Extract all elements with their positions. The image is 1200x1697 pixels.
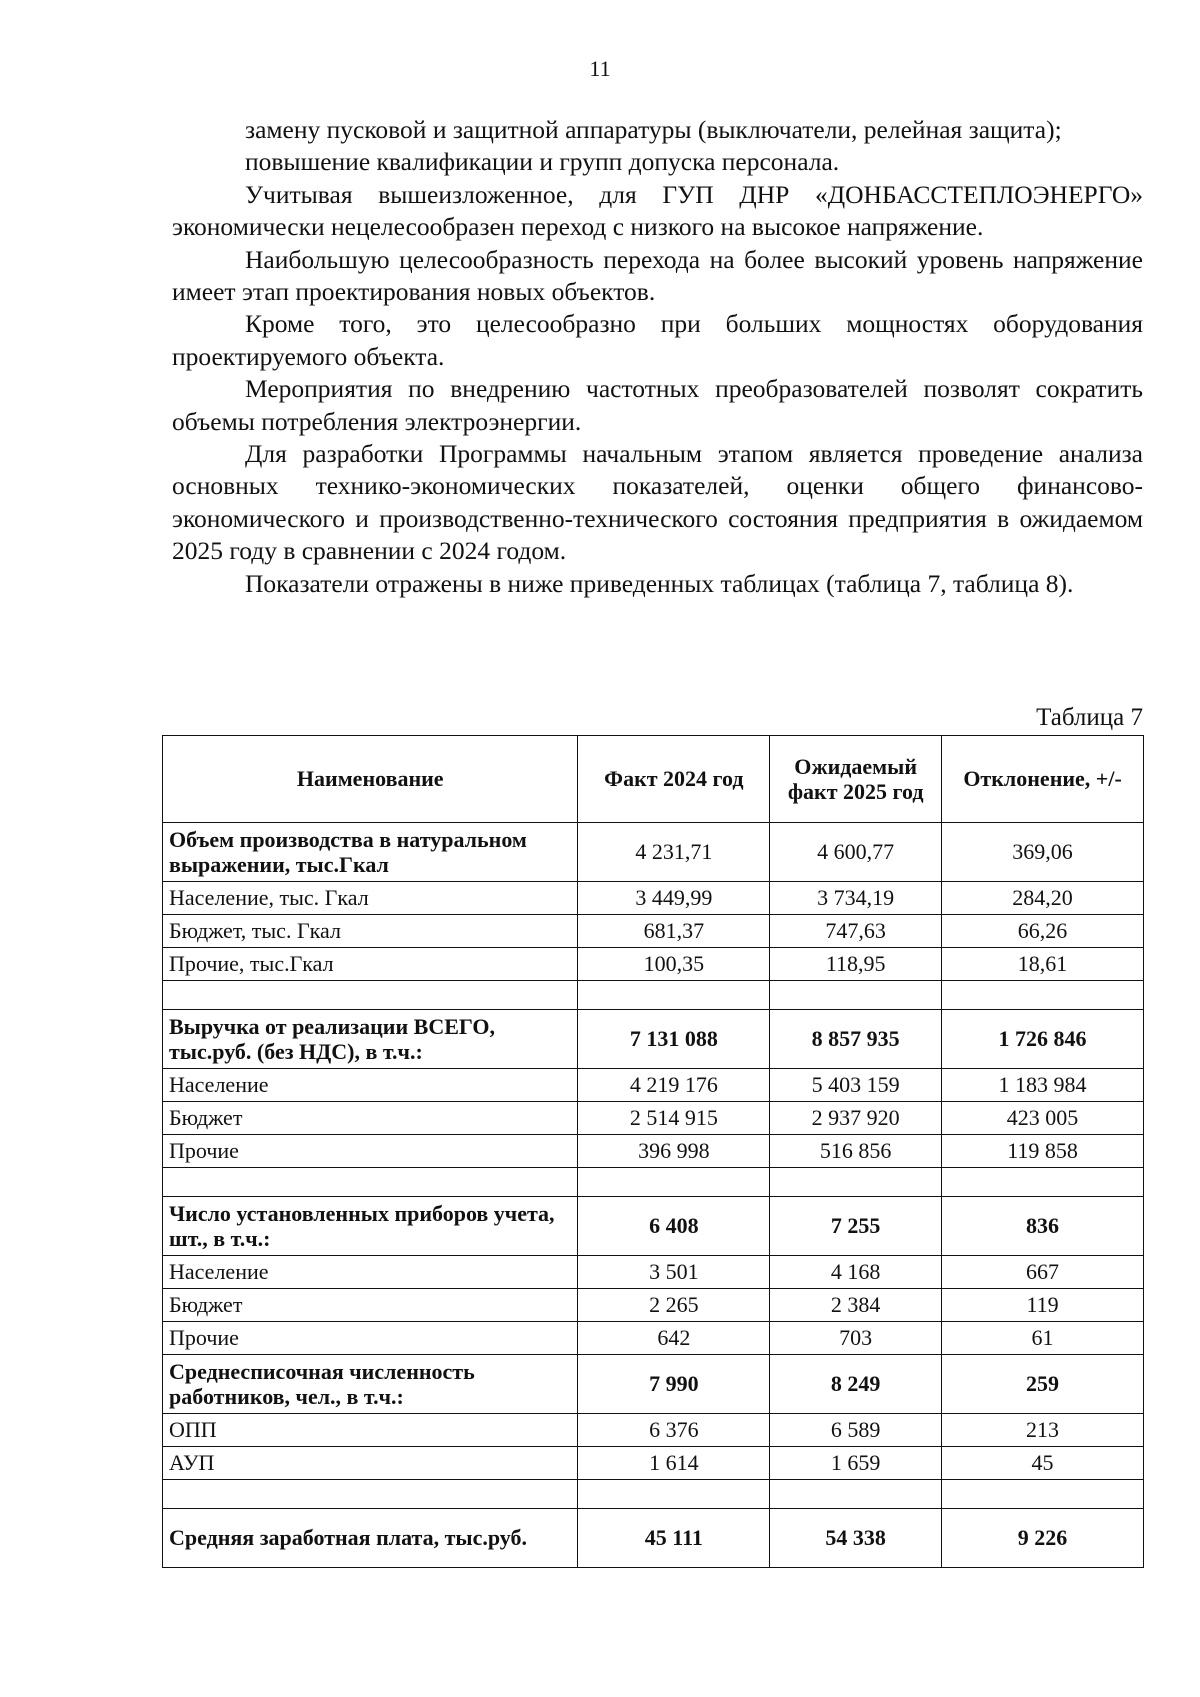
cell-expected-2025: 118,95	[770, 948, 942, 981]
cell-fact-2024: 3 501	[578, 1256, 770, 1289]
cell-deviation: 61	[942, 1322, 1144, 1355]
cell-deviation: 45	[942, 1447, 1144, 1480]
row-name: Бюджет	[163, 1102, 578, 1135]
cell-deviation: 119 858	[942, 1135, 1144, 1168]
cell-deviation: 1 183 984	[942, 1069, 1144, 1102]
cell-deviation: 836	[942, 1197, 1144, 1256]
header-name: Наименование	[163, 736, 578, 823]
row-name: Бюджет	[163, 1289, 578, 1322]
paragraph: Наибольшую целесообразность перехода на более высокий уровень напряжение имеет этап проектирования новых объектов.	[172, 244, 1143, 307]
row-name: Население	[163, 1069, 578, 1102]
cell-expected-2025: 2 937 920	[770, 1102, 942, 1135]
cell-expected-2025: 747,63	[770, 915, 942, 948]
header-fact-2024: Факт 2024 год	[578, 736, 770, 823]
cell-deviation: 18,61	[942, 948, 1144, 981]
row-name: Бюджет, тыс. Гкал	[163, 915, 578, 948]
table-row	[163, 1010, 1144, 1069]
table-row	[163, 1197, 1144, 1256]
table-spacer-row	[163, 1168, 1144, 1197]
table-row	[163, 1069, 1144, 1102]
cell-fact-2024: 45 111	[578, 1509, 770, 1568]
cell-fact-2024: 6 408	[578, 1197, 770, 1256]
table-row	[163, 823, 1144, 882]
row-name: Прочие	[163, 1135, 578, 1168]
table-caption: Таблица 7	[1036, 704, 1143, 731]
table-row	[163, 1322, 1144, 1355]
cell-fact-2024: 396 998	[578, 1135, 770, 1168]
cell-expected-2025	[770, 1168, 942, 1197]
cell-deviation: 119	[942, 1289, 1144, 1322]
cell-expected-2025: 8 857 935	[770, 1010, 942, 1069]
table-row	[163, 882, 1144, 915]
table-header-row	[163, 736, 1144, 823]
cell-deviation: 259	[942, 1355, 1144, 1414]
cell-expected-2025: 54 338	[770, 1509, 942, 1568]
table-row	[163, 1256, 1144, 1289]
row-name: Прочие	[163, 1322, 578, 1355]
row-name	[163, 1480, 578, 1509]
row-name: Число установленных приборов учета, шт., в т.ч.:	[163, 1197, 578, 1256]
cell-expected-2025	[770, 1480, 942, 1509]
cell-deviation: 284,20	[942, 882, 1144, 915]
cell-deviation: 213	[942, 1414, 1144, 1447]
cell-deviation: 369,06	[942, 823, 1144, 882]
cell-expected-2025: 7 255	[770, 1197, 942, 1256]
page-number: 11	[589, 56, 611, 81]
cell-deviation: 9 226	[942, 1509, 1144, 1568]
table-row	[163, 1135, 1144, 1168]
cell-expected-2025: 3 734,19	[770, 882, 942, 915]
cell-fact-2024	[578, 1480, 770, 1509]
cell-fact-2024: 681,37	[578, 915, 770, 948]
cell-expected-2025: 4 600,77	[770, 823, 942, 882]
cell-fact-2024: 6 376	[578, 1414, 770, 1447]
paragraph: Мероприятия по внедрению частотных преобразователей позволят сократить объемы потребления электроэнергии.	[172, 374, 1143, 436]
cell-fact-2024: 4 219 176	[578, 1069, 770, 1102]
row-name	[163, 981, 578, 1010]
paragraph: Для разработки Программы начальным этапом является проведение анализа основных технико-экономических показателей, оценки общего финансово-экономического и производственно-технического состояния предприятия в ожидаемом 2025 году в сравнении с 2024 годом.	[172, 439, 1143, 566]
cell-deviation: 1 726 846	[942, 1010, 1144, 1069]
row-name: Выручка от реализации ВСЕГО, тыс.руб. (без НДС), в т.ч.:	[163, 1010, 578, 1069]
cell-expected-2025: 1 659	[770, 1447, 942, 1480]
cell-fact-2024: 642	[578, 1322, 770, 1355]
cell-deviation	[942, 1480, 1144, 1509]
header-expected-2025: Ожидаемый факт 2025 год	[770, 736, 942, 823]
paragraph: повышение квалификации и групп допуска персонала.	[245, 147, 840, 177]
cell-expected-2025: 4 168	[770, 1256, 942, 1289]
body-text	[172, 114, 1143, 600]
cell-expected-2025: 5 403 159	[770, 1069, 942, 1102]
table-row	[163, 1289, 1144, 1322]
cell-expected-2025: 703	[770, 1322, 942, 1355]
table-row	[163, 1102, 1144, 1135]
row-name: АУП	[163, 1447, 578, 1480]
row-name: Население	[163, 1256, 578, 1289]
table-row	[163, 1414, 1144, 1447]
paragraph: Кроме того, это целесообразно при больших мощностях оборудования проектируемого объекта.	[172, 309, 1143, 371]
row-name: ОПП	[163, 1414, 578, 1447]
row-name: Объем производства в натуральном выражении, тыс.Гкал	[163, 823, 578, 882]
cell-expected-2025: 516 856	[770, 1135, 942, 1168]
cell-fact-2024: 1 614	[578, 1447, 770, 1480]
row-name: Прочие, тыс.Гкал	[163, 948, 578, 981]
paragraph: замену пусковой и защитной аппаратуры (выключатели, релейная защита);	[245, 115, 1062, 144]
cell-fact-2024: 2 514 915	[578, 1102, 770, 1135]
row-name: Среднесписочная численность работников, чел., в т.ч.:	[163, 1355, 578, 1414]
paragraph: Учитывая вышеизложенное, для ГУП ДНР «ДОНБАССТЕПЛОЭНЕРГО» экономически нецелесообразен переход с низкого на высокое напряжение.	[172, 179, 1143, 242]
header-deviation: Отклонение, +/-	[942, 736, 1144, 823]
indicators-table	[162, 735, 1144, 1568]
row-name	[163, 1168, 578, 1197]
cell-fact-2024: 7 990	[578, 1355, 770, 1414]
cell-deviation	[942, 1168, 1144, 1197]
table-row	[163, 1355, 1144, 1414]
table-row	[163, 1447, 1144, 1480]
cell-fact-2024: 3 449,99	[578, 882, 770, 915]
cell-deviation: 667	[942, 1256, 1144, 1289]
table-spacer-row	[163, 981, 1144, 1010]
cell-fact-2024: 2 265	[578, 1289, 770, 1322]
row-name: Средняя заработная плата, тыс.руб.	[163, 1509, 578, 1568]
cell-expected-2025	[770, 981, 942, 1010]
row-name: Население, тыс. Гкал	[163, 882, 578, 915]
paragraph: Показатели отражены в ниже приведенных таблицах (таблица 7, таблица 8).	[245, 568, 1074, 598]
table-spacer-row	[163, 1480, 1144, 1509]
cell-fact-2024: 100,35	[578, 948, 770, 981]
cell-expected-2025: 6 589	[770, 1414, 942, 1447]
cell-expected-2025: 8 249	[770, 1355, 942, 1414]
table-row	[163, 948, 1144, 981]
table-row	[163, 915, 1144, 948]
cell-deviation: 66,26	[942, 915, 1144, 948]
table-row	[163, 1509, 1144, 1568]
cell-deviation: 423 005	[942, 1102, 1144, 1135]
cell-deviation	[942, 981, 1144, 1010]
cell-fact-2024	[578, 981, 770, 1010]
cell-fact-2024: 7 131 088	[578, 1010, 770, 1069]
cell-expected-2025: 2 384	[770, 1289, 942, 1322]
cell-fact-2024	[578, 1168, 770, 1197]
cell-fact-2024: 4 231,71	[578, 823, 770, 882]
